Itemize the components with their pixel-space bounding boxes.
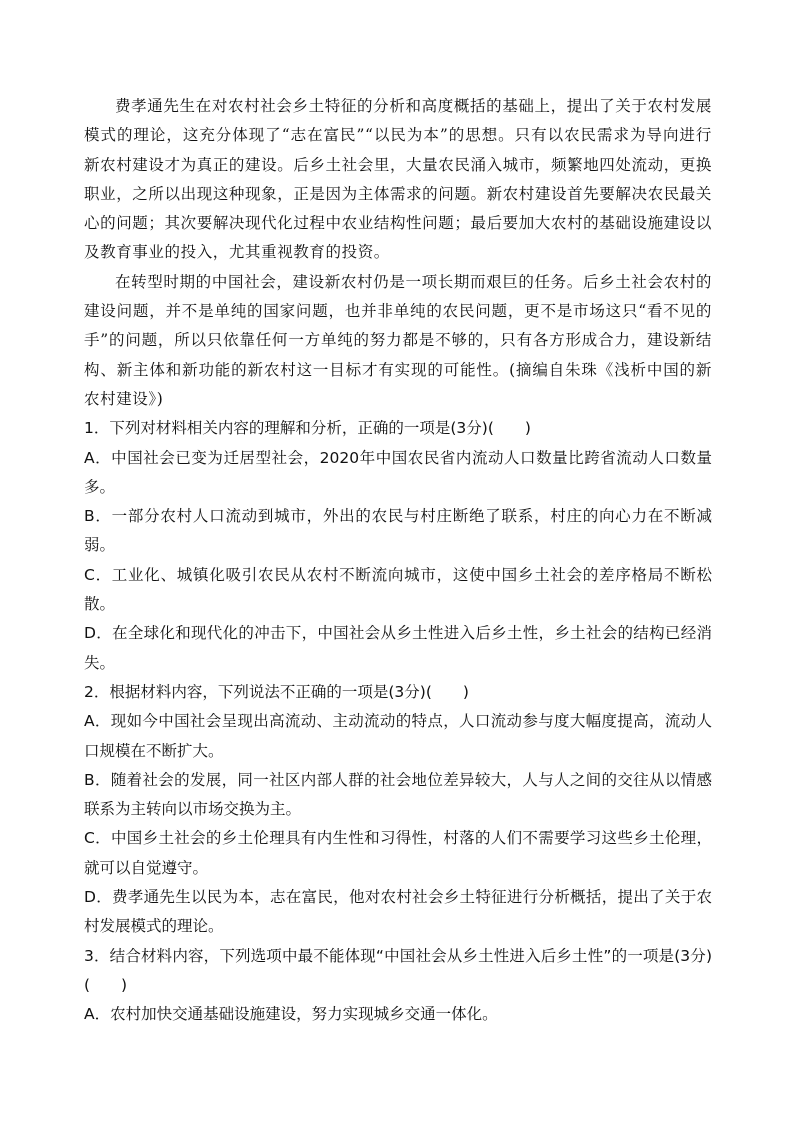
question-1-option-d: D．在全球化和现代化的冲击下，中国社会从乡土性进入后乡土性，乡土社会的结构已经消失。 xyxy=(84,624,712,672)
passage-paragraph-1: 费孝通先生在对农村社会乡土特征的分析和高度概括的基础上，提出了关于农村发展模式的理论，这充分体现了“志在富民”“以民为本”的思想。只有以农民需求为导向进行新农村建设才为真正的建设。后乡土社会里，大量农民涌入城市，频繁地四处流动，更换职业，之所以出现这种现象，正是因为主体需求的问题。新农村建设首先要解决农民最关心的问题；其次要解决现代化过程中农业结构性问题；最后要加大农村的基础设施建设以及教育事业的投入，尤其重视教育的投资。 xyxy=(84,97,712,262)
question-2-option-d: D．费孝通先生以民为本，志在富民，他对农村社会乡土特征进行分析概括，提出了关于农村发展模式的理论。 xyxy=(84,888,712,936)
question-2-option-a: A．现如今中国社会呈现出高流动、主动流动的特点，人口流动参与度大幅度提高，流动人口规模在不断扩大。 xyxy=(84,712,712,760)
question-1-option-a: A．中国社会已变为迁居型社会，2020年中国农民省内流动人口数量比跨省流动人口数量多。 xyxy=(84,448,712,496)
question-3-option-a: A．农村加快交通基础设施建设，努力实现城乡交通一体化。 xyxy=(84,1005,498,1024)
question-2-stem: 2．根据材料内容，下列说法不正确的一项是(3分)( ) xyxy=(84,682,469,701)
question-1-stem: 1．下列对材料相关内容的理解和分析，正确的一项是(3分)( ) xyxy=(84,419,531,438)
question-3 xyxy=(84,942,712,1030)
question-1 xyxy=(84,414,712,678)
passage-paragraph-2: 在转型时期的中国社会，建设新农村仍是一项长期而艰巨的任务。后乡土社会农村的建设问题，并不是单纯的国家问题，也并非单纯的农民问题，更不是市场这只“看不见的手”的问题，所以只依靠任何一方单纯的努力都是不够的，只有各方形成合力，建设新结构、新主体和新功能的新农村这一目标才有实现的可能性。(摘编自朱珠《浅析中国的新农村建设》) xyxy=(84,272,712,408)
question-1-option-c: C．工业化、城镇化吸引农民从农村不断流向城市，这使中国乡土社会的差序格局不断松散。 xyxy=(84,565,712,614)
question-2-option-c: C．中国乡土社会的乡土伦理具有内生性和习得性，村落的人们不需要学习这些乡土伦理，就可以自觉遵守。 xyxy=(84,829,712,877)
question-1-option-b: B．一部分农村人口流动到城市，外出的农民与村庄断绝了联系，村庄的向心力在不断减弱。 xyxy=(84,507,712,555)
question-2-option-b: B．随着社会的发展，同一社区内部人群的社会地位差异较大，人与人之间的交往从以情感联系为主转向以市场交换为主。 xyxy=(84,770,712,819)
question-3-stem: 3．结合材料内容，下列选项中最不能体现“中国社会从乡土性进入后乡土性”的一项是(3分)( ) xyxy=(84,946,712,994)
question-2 xyxy=(84,678,712,942)
exam-page xyxy=(84,92,712,1030)
